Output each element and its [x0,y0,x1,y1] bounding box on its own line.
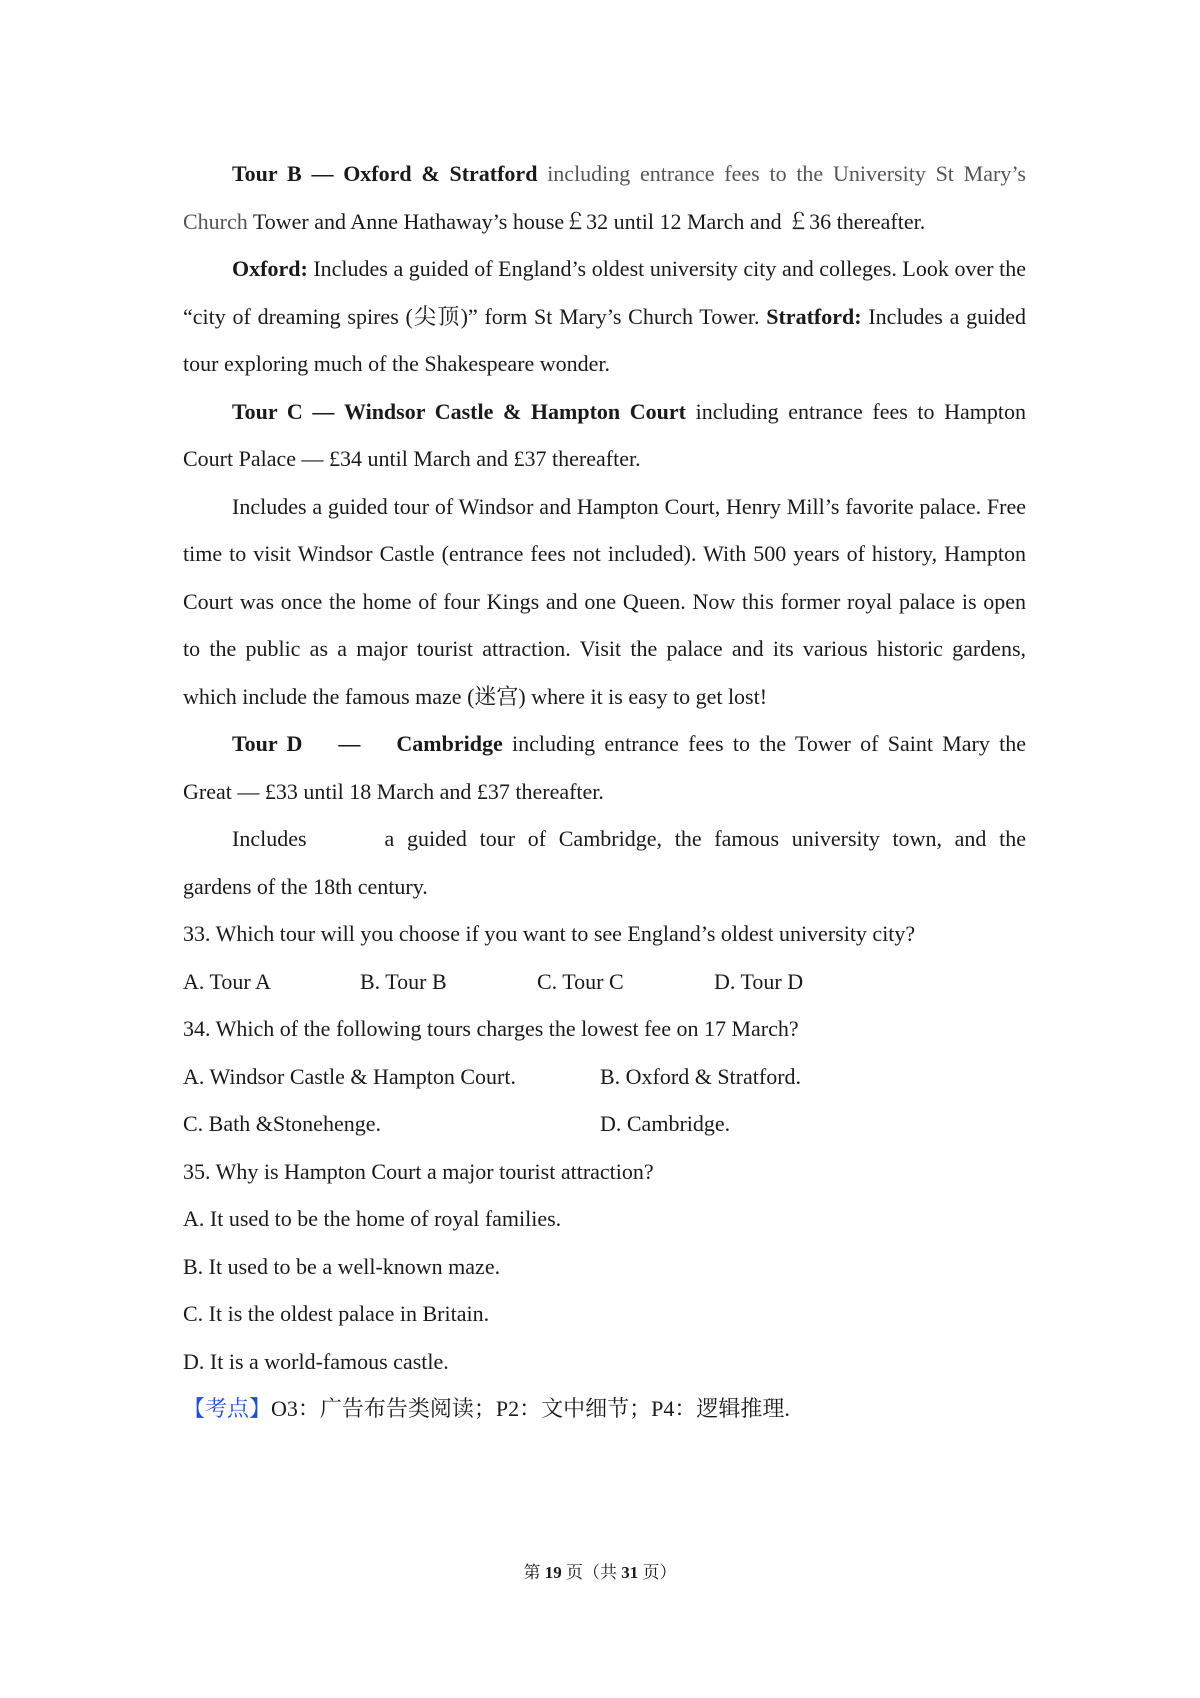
tour-d-desc: including entrance fees to the Tower of Saint Mary the Great — £33 until 18 March and £37 thereafter. [183,731,1027,804]
footer-mid: 页（共 [566,1563,617,1582]
stratford-label: Stratford: [766,303,862,329]
oxford-paragraph [183,245,1026,388]
question-34-option-a: A. Windsor Castle & Hampton Court. [183,1063,516,1089]
question-33-option-a: A. Tour A [183,968,271,994]
kaodian-text: O3：广告布告类阅读；P2：文中细节；P4：逻辑推理. [271,1396,790,1421]
question-34-options-row-1 [183,1053,1026,1101]
tour-d-body-start: Includes [232,826,307,851]
question-35-option-a: A. It used to be the home of royal families. [183,1206,562,1231]
question-33-option-c: C. Tour C [537,968,624,994]
tour-c-title-prefix: Tour C [232,398,303,424]
tour-b-desc-rest: Tower and Anne Hathaway’s house￡32 until 12 March and ￡36 thereafter. [252,208,926,234]
question-33-option-b: B. Tour B [360,968,447,994]
oxford-label: Oxford: [232,256,308,281]
tour-d-dash: — [338,731,361,756]
question-34-options-row-2 [183,1100,1026,1148]
tour-c-body: Includes a guided tour of Windsor and Hampton Court, Henry Mill’s favorite palace. Free time to visit Windsor Castle (entrance fees not included). With 500 years of history, Hampton Court was once the home of four Kings and one Queen. Now this former royal palace is open to the public as a major tourist attraction. Visit the palace and its various historic gardens, which include the famous maze (迷宫) where it is easy to get lost! [183,493,1026,709]
question-33-option-d: D. Tour D [714,968,804,994]
tour-c-dash: — [312,398,335,424]
question-34-option-d: D. Cambridge. [600,1111,731,1136]
footer-pre: 第 [523,1563,541,1582]
oxford-text: Includes a guided of England’s oldest university city and colleges. Look over the “city of dreaming spires (尖顶)” form St Mary’s Church Tower. [183,256,1026,329]
tour-c-desc: including entrance fees to Hampton Court Palace — £34 until March and £37 thereafter. [183,398,1027,471]
stratford-text: Includes a guided tour exploring much of the Shakespeare wonder. [183,303,1027,376]
question-35-stem: 35. Why is Hampton Court a major tourist attraction? [183,1158,654,1184]
question-33-stem: 33. Which tour will you choose if you want to see England’s oldest university city? [183,921,916,946]
tour-d-body [183,815,1026,910]
question-33-options [183,958,1026,1006]
tour-d-body-rest: a guided tour of Cambridge, the famous university town, and the gardens of the 18th century. [183,826,1026,899]
tour-b-title-name: Oxford & Stratford [343,161,538,186]
question-35-option-b: B. It used to be a well-known maze. [183,1253,501,1279]
question-34-stem: 34. Which of the following tours charges the lowest fee on 17 March? [183,1016,799,1041]
question-34-option-b: B. Oxford & Stratford. [600,1063,802,1089]
tour-b-title-prefix: Tour B [232,161,302,186]
question-35-option-d: D. It is a world-famous castle. [183,1348,449,1374]
question-35-option-c: C. It is the oldest palace in Britain. [183,1301,490,1326]
tour-d-paragraph [183,720,1026,815]
document-page [183,150,1026,1433]
tour-d-title-name: Cambridge [396,731,503,756]
question-34-option-c: C. Bath &Stonehenge. [183,1111,381,1136]
tour-c-title-name: Windsor Castle & Hampton Court [343,398,686,424]
kaodian-line [183,1385,1026,1433]
tour-b-dash: — [311,161,334,186]
tour-b-paragraph [183,150,1026,245]
tour-c-paragraph [183,388,1026,483]
kaodian-label: 【考点】 [183,1396,272,1421]
footer-total-pages: 31 [621,1563,639,1582]
tour-d-title-prefix: Tour D [232,731,303,756]
footer-post: 页） [642,1563,677,1582]
page-footer [0,1558,1200,1583]
tour-b-desc-gray: including entrance fees to the University St Mary’s Church [183,161,1026,234]
footer-page-number: 19 [544,1563,562,1582]
